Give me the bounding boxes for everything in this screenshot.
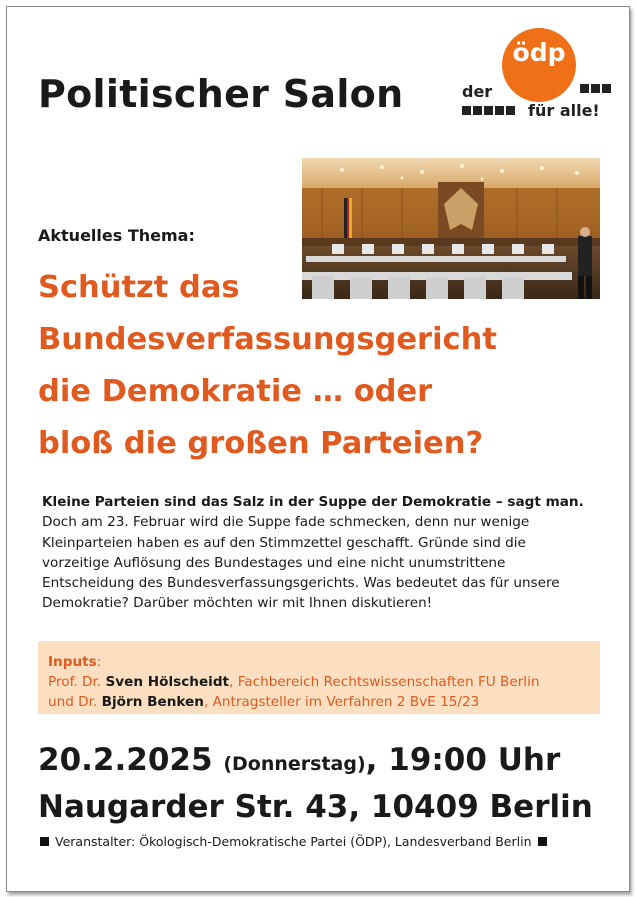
inputs-content (48, 652, 598, 712)
logo-fuer-alle: für alle! (528, 101, 600, 120)
body-text (42, 492, 592, 614)
body-lead: Kleine Parteien sind das Salz in der Suppe der Demokratie – sagt man. (42, 494, 584, 510)
footer-square-left (40, 837, 49, 846)
topic-kicker: Aktuelles Thema: (38, 226, 195, 245)
speaker-1-role: , Fachbereich Rechtswissenschaften FU Berlin (229, 674, 540, 690)
logo-der: der (462, 82, 493, 101)
organizer-text: Veranstalter: Ökologisch-Demokratische Partei (ÖDP), Landesverband Berlin (55, 834, 532, 849)
logo-square (495, 106, 504, 115)
logo-square (580, 84, 589, 93)
logo-square (473, 106, 482, 115)
event-time: 19:00 Uhr (388, 742, 561, 778)
speaker-1-prefix: Prof. Dr. (48, 674, 106, 690)
headline-line: die Demokratie … oder (38, 374, 433, 409)
event-weekday: (Donnerstag) (223, 753, 366, 775)
body-rest: Doch am 23. Februar wird die Suppe fade schmecken, denn nur wenige Kleinparteien haben es auf den Stimmzettel geschafft. Gründe sind die vorzeitige Auflösung des Bundestages und eine nicht unumstrittene Entscheidung des Bundesverfassungsgerichts. Was bedeutet das für unsere Demokratie? Darüber möchten wir mit Ihnen diskutieren! (42, 514, 560, 612)
headline-line: bloß die großen Parteien? (38, 426, 484, 461)
speaker-2-name: Björn Benken (101, 694, 204, 710)
footer-square-right (538, 837, 547, 846)
speaker-1-name: Sven Hölscheidt (105, 674, 230, 690)
logo-square (602, 84, 611, 93)
headline-line: Bundesverfassungsgericht (38, 322, 497, 357)
odp-logo (462, 28, 612, 128)
event-date: 20.2.2025 (38, 742, 213, 778)
headline-line: Schützt das (38, 270, 240, 305)
logo-square (591, 84, 600, 93)
speaker-2-prefix: und Dr. (48, 694, 102, 710)
inputs-label: Inputs (48, 654, 97, 670)
event-address: Naugarder Str. 43, 10409 Berlin (38, 789, 593, 825)
inputs-speaker-2 (48, 692, 598, 712)
logo-square (506, 106, 515, 115)
poster-title: Politischer Salon (38, 72, 404, 116)
event-comma: , (365, 742, 378, 778)
organizer-footer (40, 834, 547, 849)
headline (38, 262, 618, 470)
inputs-colon: : (96, 654, 102, 670)
logo-square (484, 106, 493, 115)
logo-square (462, 106, 471, 115)
inputs-box (38, 641, 600, 714)
speaker-2-role: , Antragsteller im Verfahren 2 BvE 15/23 (203, 694, 480, 710)
inputs-heading (48, 652, 598, 672)
event-datetime (38, 742, 560, 778)
inputs-speaker-1 (48, 672, 598, 692)
logo-brand: ödp (512, 38, 566, 67)
